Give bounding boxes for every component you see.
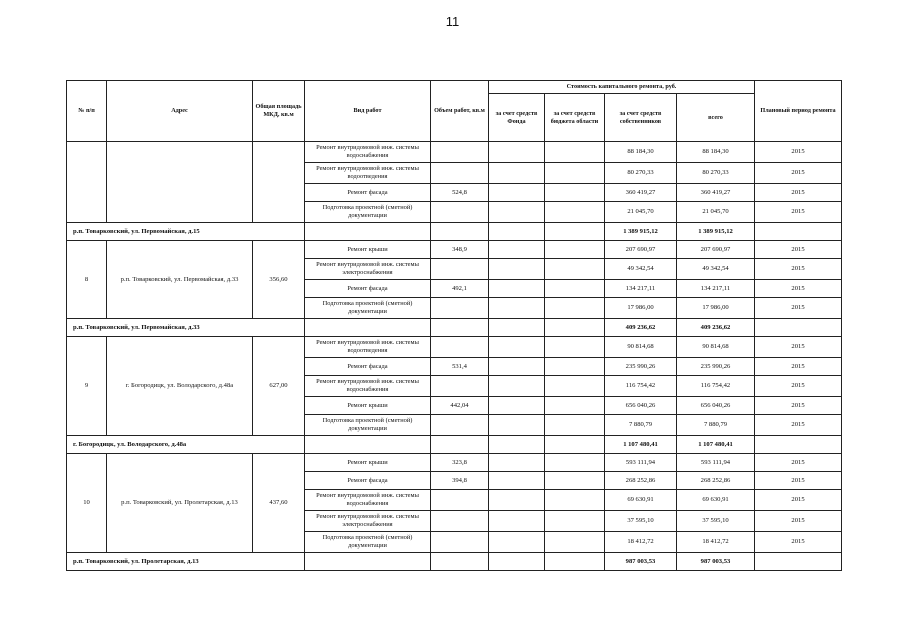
- volume-cell: 323,8: [431, 454, 489, 472]
- fund-cell: [489, 298, 545, 319]
- work-type-cell: Ремонт внутридомовой инж. системы электроснабжения: [305, 511, 431, 532]
- work-type-cell: Ремонт внутридомовой инж. системы водоснабжения: [305, 142, 431, 163]
- volume-cell: 492,1: [431, 280, 489, 298]
- fund-cell: [489, 511, 545, 532]
- total-cell: 360 419,27: [677, 184, 755, 202]
- page-number: 11: [445, 14, 460, 29]
- budget-cell: [545, 358, 605, 376]
- header-area: Общая площадь МКД, кв.м: [253, 81, 305, 142]
- subtotal-address-cell: р.п. Товарковский, ул. Первомайская, д.15: [67, 223, 305, 241]
- fund-cell: [489, 280, 545, 298]
- area-cell: [253, 142, 305, 223]
- work-type-cell: Подготовка проектной (сметной) документации: [305, 202, 431, 223]
- volume-cell: 531,4: [431, 358, 489, 376]
- period-cell: [755, 223, 842, 241]
- budget-cell: [545, 415, 605, 436]
- total-cell: 18 412,72: [677, 532, 755, 553]
- fund-cell: [489, 454, 545, 472]
- area-cell: 356,60: [253, 241, 305, 319]
- owners-cell: 88 184,30: [605, 142, 677, 163]
- total-cell: 268 252,86: [677, 472, 755, 490]
- volume-cell: [431, 202, 489, 223]
- fund-cell: [489, 436, 545, 454]
- total-cell: 37 595,10: [677, 511, 755, 532]
- fund-cell: [489, 415, 545, 436]
- owners-cell: 656 040,26: [605, 397, 677, 415]
- period-cell: 2015: [755, 280, 842, 298]
- fund-cell: [489, 241, 545, 259]
- period-cell: 2015: [755, 532, 842, 553]
- volume-cell: [431, 553, 489, 571]
- header-owners: за счет средств собственников: [605, 94, 677, 142]
- period-cell: 2015: [755, 397, 842, 415]
- budget-cell: [545, 202, 605, 223]
- total-cell: 7 880,79: [677, 415, 755, 436]
- period-cell: 2015: [755, 202, 842, 223]
- fund-cell: [489, 259, 545, 280]
- work-type-cell: Ремонт фасада: [305, 184, 431, 202]
- volume-cell: 348,9: [431, 241, 489, 259]
- owners-cell: 268 252,86: [605, 472, 677, 490]
- fund-cell: [489, 337, 545, 358]
- fund-cell: [489, 358, 545, 376]
- owners-cell: 134 217,11: [605, 280, 677, 298]
- owners-cell: 69 630,91: [605, 490, 677, 511]
- header-cost-group: Стоимость капитального ремонта, руб.: [489, 81, 755, 94]
- volume-cell: [431, 511, 489, 532]
- table-row: [67, 454, 842, 472]
- work-type-cell: Ремонт фасада: [305, 358, 431, 376]
- owners-cell: 116 754,42: [605, 376, 677, 397]
- work-type-cell: Ремонт внутридомовой инж. системы водоотведения: [305, 337, 431, 358]
- period-cell: 2015: [755, 241, 842, 259]
- period-cell: [755, 436, 842, 454]
- budget-cell: [545, 223, 605, 241]
- volume-cell: [431, 259, 489, 280]
- owners-cell: 21 045,70: [605, 202, 677, 223]
- budget-cell: [545, 532, 605, 553]
- table-body: [67, 142, 842, 571]
- subtotal-row: [67, 553, 842, 571]
- period-cell: 2015: [755, 337, 842, 358]
- budget-cell: [545, 184, 605, 202]
- owners-cell: 37 595,10: [605, 511, 677, 532]
- total-cell: 593 111,94: [677, 454, 755, 472]
- work-type-cell: Ремонт фасада: [305, 472, 431, 490]
- volume-cell: [431, 532, 489, 553]
- period-cell: 2015: [755, 376, 842, 397]
- fund-cell: [489, 472, 545, 490]
- header-budget: за счет средств бюджета области: [545, 94, 605, 142]
- owners-cell: 7 880,79: [605, 415, 677, 436]
- period-cell: [755, 319, 842, 337]
- fund-cell: [489, 184, 545, 202]
- budget-cell: [545, 511, 605, 532]
- period-cell: 2015: [755, 142, 842, 163]
- volume-cell: 524,8: [431, 184, 489, 202]
- subtotal-owners-cell: 1 389 915,12: [605, 223, 677, 241]
- budget-cell: [545, 241, 605, 259]
- subtotal-total-cell: 987 003,53: [677, 553, 755, 571]
- work-type-cell: [305, 319, 431, 337]
- address-cell: р.п. Товарковский, ул. Пролетарская, д.13: [107, 454, 253, 553]
- row-number-cell: 10: [67, 454, 107, 553]
- owners-cell: 49 342,54: [605, 259, 677, 280]
- fund-cell: [489, 319, 545, 337]
- fund-cell: [489, 163, 545, 184]
- header-total: всего: [677, 94, 755, 142]
- subtotal-row: [67, 223, 842, 241]
- owners-cell: 17 986,00: [605, 298, 677, 319]
- total-cell: 116 754,42: [677, 376, 755, 397]
- volume-cell: [431, 223, 489, 241]
- subtotal-owners-cell: 987 003,53: [605, 553, 677, 571]
- volume-cell: [431, 490, 489, 511]
- total-cell: 207 690,97: [677, 241, 755, 259]
- fund-cell: [489, 142, 545, 163]
- header-address: Адрес: [107, 81, 253, 142]
- header-period: Плановый период ремонта: [755, 81, 842, 142]
- budget-cell: [545, 337, 605, 358]
- period-cell: 2015: [755, 163, 842, 184]
- period-cell: 2015: [755, 454, 842, 472]
- fund-cell: [489, 202, 545, 223]
- volume-cell: 442,04: [431, 397, 489, 415]
- owners-cell: 18 412,72: [605, 532, 677, 553]
- work-type-cell: Ремонт внутридомовой инж. системы водоотведения: [305, 163, 431, 184]
- row-number-cell: 9: [67, 337, 107, 436]
- volume-cell: [431, 415, 489, 436]
- total-cell: 235 990,26: [677, 358, 755, 376]
- total-cell: 90 814,68: [677, 337, 755, 358]
- budget-cell: [545, 319, 605, 337]
- volume-cell: [431, 163, 489, 184]
- volume-cell: 394,8: [431, 472, 489, 490]
- total-cell: 88 184,30: [677, 142, 755, 163]
- period-cell: 2015: [755, 415, 842, 436]
- total-cell: 17 986,00: [677, 298, 755, 319]
- subtotal-total-cell: 1 107 480,41: [677, 436, 755, 454]
- subtotal-owners-cell: 1 107 480,41: [605, 436, 677, 454]
- owners-cell: 235 990,26: [605, 358, 677, 376]
- table-row: [67, 241, 842, 259]
- subtotal-address-cell: г. Богородицк, ул. Володарского, д.48а: [67, 436, 305, 454]
- header-fund: за счет средств Фонда: [489, 94, 545, 142]
- budget-cell: [545, 472, 605, 490]
- address-cell: [107, 142, 253, 223]
- work-type-cell: Ремонт внутридомовой инж. системы электроснабжения: [305, 259, 431, 280]
- budget-cell: [545, 376, 605, 397]
- budget-cell: [545, 163, 605, 184]
- subtotal-owners-cell: 409 236,62: [605, 319, 677, 337]
- header-volume: Объем работ, кв.м: [431, 81, 489, 142]
- subtotal-row: [67, 436, 842, 454]
- budget-cell: [545, 553, 605, 571]
- budget-cell: [545, 436, 605, 454]
- area-cell: 437,60: [253, 454, 305, 553]
- header-work-type: Вид работ: [305, 81, 431, 142]
- volume-cell: [431, 337, 489, 358]
- row-number-cell: [67, 142, 107, 223]
- total-cell: 80 270,33: [677, 163, 755, 184]
- work-type-cell: [305, 436, 431, 454]
- subtotal-total-cell: 1 389 915,12: [677, 223, 755, 241]
- capital-repair-table: [66, 80, 842, 571]
- fund-cell: [489, 553, 545, 571]
- period-cell: 2015: [755, 472, 842, 490]
- fund-cell: [489, 223, 545, 241]
- budget-cell: [545, 280, 605, 298]
- period-cell: 2015: [755, 511, 842, 532]
- fund-cell: [489, 532, 545, 553]
- work-type-cell: Ремонт крыши: [305, 241, 431, 259]
- volume-cell: [431, 142, 489, 163]
- budget-cell: [545, 298, 605, 319]
- work-type-cell: Ремонт внутридомовой инж. системы водоснабжения: [305, 490, 431, 511]
- period-cell: [755, 553, 842, 571]
- budget-cell: [545, 490, 605, 511]
- volume-cell: [431, 436, 489, 454]
- work-type-cell: Ремонт крыши: [305, 397, 431, 415]
- period-cell: 2015: [755, 490, 842, 511]
- fund-cell: [489, 376, 545, 397]
- row-number-cell: 8: [67, 241, 107, 319]
- period-cell: 2015: [755, 184, 842, 202]
- period-cell: 2015: [755, 298, 842, 319]
- volume-cell: [431, 319, 489, 337]
- volume-cell: [431, 298, 489, 319]
- owners-cell: 90 814,68: [605, 337, 677, 358]
- subtotal-total-cell: 409 236,62: [677, 319, 755, 337]
- work-type-cell: [305, 553, 431, 571]
- total-cell: 21 045,70: [677, 202, 755, 223]
- work-type-cell: Ремонт крыши: [305, 454, 431, 472]
- budget-cell: [545, 454, 605, 472]
- fund-cell: [489, 490, 545, 511]
- area-cell: 627,00: [253, 337, 305, 436]
- total-cell: 656 040,26: [677, 397, 755, 415]
- total-cell: 49 342,54: [677, 259, 755, 280]
- total-cell: 134 217,11: [677, 280, 755, 298]
- owners-cell: 207 690,97: [605, 241, 677, 259]
- address-cell: р.п. Товарковский, ул. Первомайская, д.33: [107, 241, 253, 319]
- work-type-cell: Ремонт фасада: [305, 280, 431, 298]
- period-cell: 2015: [755, 358, 842, 376]
- table-row: [67, 142, 842, 163]
- fund-cell: [489, 397, 545, 415]
- address-cell: г. Богородицк, ул. Володарского, д.48а: [107, 337, 253, 436]
- work-type-cell: Подготовка проектной (сметной) документации: [305, 298, 431, 319]
- work-type-cell: Подготовка проектной (сметной) документации: [305, 415, 431, 436]
- budget-cell: [545, 259, 605, 280]
- budget-cell: [545, 397, 605, 415]
- owners-cell: 593 111,94: [605, 454, 677, 472]
- work-type-cell: Подготовка проектной (сметной) документации: [305, 532, 431, 553]
- owners-cell: 360 419,27: [605, 184, 677, 202]
- work-type-cell: Ремонт внутридомовой инж. системы водоснабжения: [305, 376, 431, 397]
- budget-cell: [545, 142, 605, 163]
- table-row: [67, 337, 842, 358]
- subtotal-address-cell: р.п. Товарковский, ул. Пролетарская, д.13: [67, 553, 305, 571]
- period-cell: 2015: [755, 259, 842, 280]
- work-type-cell: [305, 223, 431, 241]
- subtotal-row: [67, 319, 842, 337]
- total-cell: 69 630,91: [677, 490, 755, 511]
- owners-cell: 80 270,33: [605, 163, 677, 184]
- volume-cell: [431, 376, 489, 397]
- header-num: № п/п: [67, 81, 107, 142]
- subtotal-address-cell: р.п. Товарковский, ул. Первомайская, д.33: [67, 319, 305, 337]
